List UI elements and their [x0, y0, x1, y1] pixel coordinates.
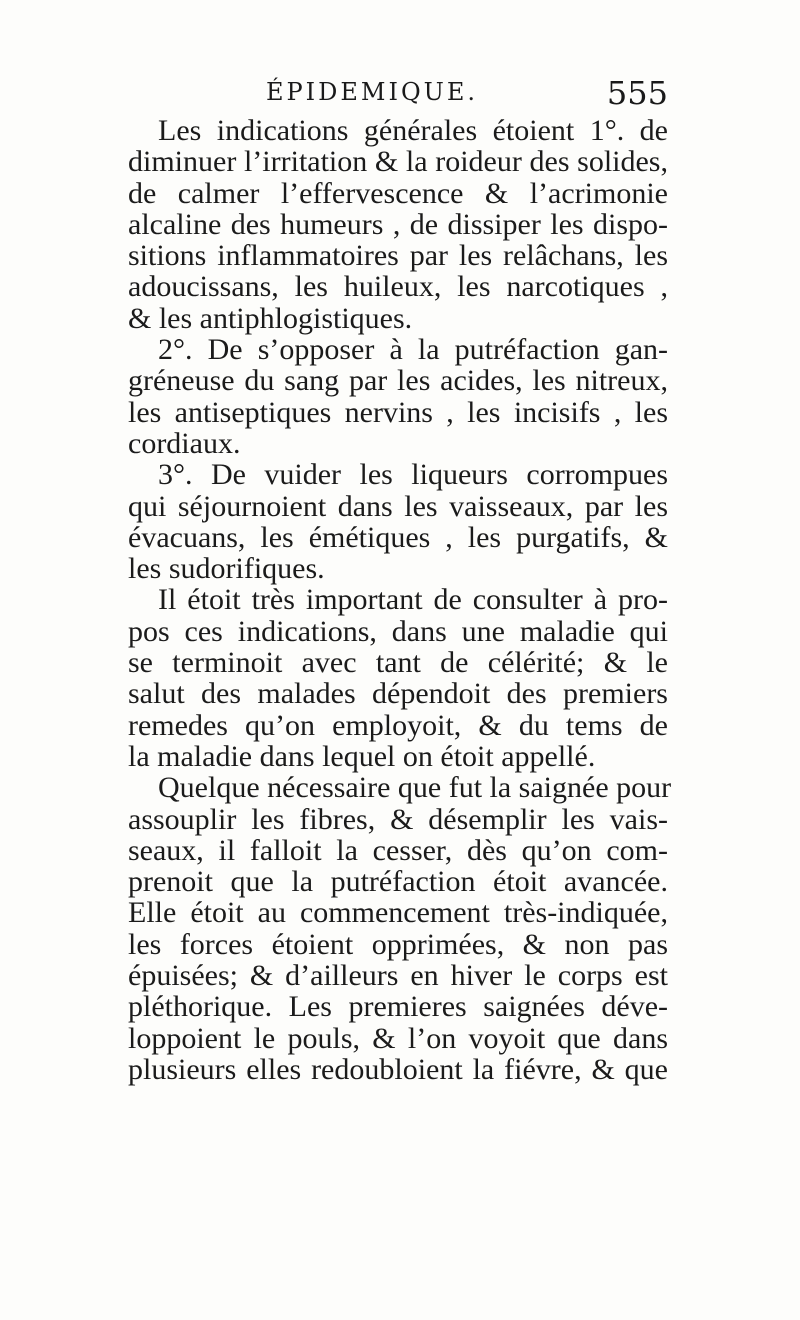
- text-line: diminuer l’irritation & la roideur des solides,: [128, 145, 668, 179]
- text-line: prenoit que la putréfaction étoit avancée.: [128, 865, 668, 899]
- text-line: cordiaux.: [128, 426, 241, 460]
- text-line: 2°. De s’opposer à la putréfaction gan-: [158, 333, 668, 367]
- running-head: ÉPIDEMIQUE.: [266, 78, 479, 106]
- text-line: salut des malades dépendoit des premiers: [128, 677, 668, 711]
- text-line: les forces étoient opprimées, & non pas: [128, 927, 668, 961]
- body-text: [128, 114, 672, 1086]
- text-line: & les antiphlogistiques.: [128, 301, 413, 335]
- text-line: épuisées; & d’ailleurs en hiver le corps est: [128, 959, 668, 993]
- paragraph-5: [128, 771, 672, 1086]
- text-line: qui séjournoient dans les vaisseaux, par les: [128, 489, 668, 523]
- text-line: pos ces indications, dans une maladie qui: [128, 614, 668, 648]
- paragraph-2: [128, 334, 668, 459]
- text-line: assouplir les fibres, & désemplir les vais-: [128, 802, 668, 836]
- text-line: se terminoit avec tant de célérité; & le: [128, 646, 668, 680]
- text-line: adoucissans, les huileux, les narcotiques ,: [128, 270, 668, 304]
- text-line: 3°. De vuider les liqueurs corrompues: [158, 458, 668, 492]
- text-line: Quelque nécessaire que fut la saignée pour: [158, 771, 672, 805]
- paragraph-3: [128, 459, 668, 584]
- text-line: Il étoit très important de consulter à pro-: [158, 583, 668, 617]
- text-line: loppoient le pouls, & l’on voyoit que dans: [128, 1021, 668, 1055]
- page-header: [128, 74, 668, 118]
- text-line: évacuans, les émétiques , les purgatifs, &: [128, 520, 668, 554]
- paragraph-1: [128, 115, 668, 334]
- text-line: seaux, il falloit la cesser, dès qu’on com-: [128, 833, 668, 867]
- text-line: Elle étoit au commencement très-indiquée,: [128, 896, 668, 930]
- text-line: plusieurs elles redoubloient la fiévre, & que: [128, 1052, 668, 1086]
- text-line: les sudorifiques.: [128, 552, 325, 586]
- text-line: de calmer l’effervescence & l’acrimonie: [128, 176, 668, 210]
- text-line: la maladie dans lequel on étoit appellé.: [128, 739, 596, 773]
- text-line: Les indications générales étoient 1°. de: [158, 114, 668, 147]
- text-line: remedes qu’on employoit, & du tems de: [128, 708, 668, 742]
- text-line: sitions inflammatoires par les relâchans, les: [128, 239, 668, 273]
- paragraph-4: [128, 584, 668, 772]
- page-number: 555: [606, 74, 668, 112]
- text-line: les antiseptiques nervins , les incisifs , les: [128, 395, 668, 429]
- text-line: pléthorique. Les premieres saignées déve-: [128, 990, 668, 1024]
- text-line: gréneuse du sang par les acides, les nitreux,: [128, 364, 668, 398]
- text-line: alcaline des humeurs , de dissiper les dispo-: [128, 207, 668, 241]
